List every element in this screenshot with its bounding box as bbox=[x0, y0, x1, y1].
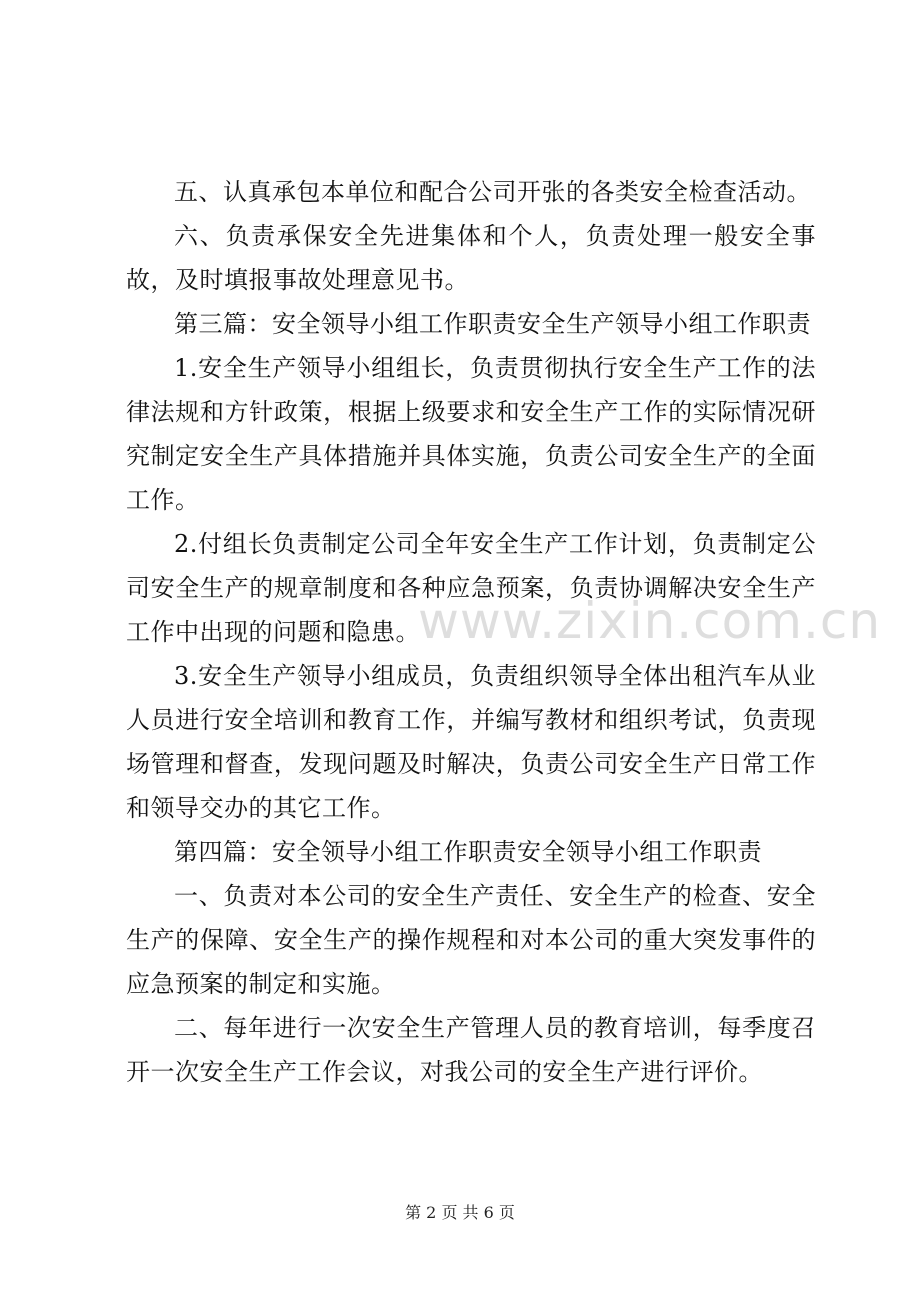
section-heading-part-3: 第三篇：安全领导小组工作职责安全生产领导小组工作职责 bbox=[174, 310, 811, 338]
paragraph-item-5: 五、认真承包本单位和配合公司开张的各类安全检查活动。 bbox=[174, 178, 811, 206]
watermark-text: www.zixin.com.cn bbox=[418, 592, 882, 650]
paragraph-item-2: 二、每年进行一次安全生产管理人员的教育培训，每季度召开一次安全生产工作会议，对我公司的安全生产进行评价。 bbox=[126, 1014, 816, 1086]
page-number-footer: 第 2 页 共 6 页 bbox=[405, 1203, 515, 1222]
paragraph-duty-1: 1.安全生产领导小组组长，负责贯彻执行安全生产工作的法律法规和方针政策，根据上级要求和安全生产工作的实际情况研究制定安全生产具体措施并具体实施，负责公司安全生产的全面工作。 bbox=[126, 354, 816, 514]
paragraph-item-1: 一、负责对本公司的安全生产责任、安全生产的检查、安全生产的保障、安全生产的操作规程和对本公司的重大突发事件的应急预案的制定和实施。 bbox=[126, 882, 816, 998]
document-body bbox=[126, 170, 816, 1094]
paragraph-duty-3: 3.安全生产领导小组成员，负责组织领导全体出租汽车从业人员进行安全培训和教育工作，并编写教材和组织考试，负责现场管理和督查，发现问题及时解决，负责公司安全生产日常工作和领导交办的其它工作。 bbox=[126, 662, 816, 822]
paragraph-item-6: 六、负责承保安全先进集体和个人，负责处理一般安全事故，及时填报事故处理意见书。 bbox=[126, 222, 816, 294]
paragraph-duty-2: 2.付组长负责制定公司全年安全生产工作计划，负责制定公司安全生产的规章制度和各种应急预案，负责协调解决安全生产工作中出现的问题和隐患。 bbox=[126, 530, 816, 646]
section-heading-part-4: 第四篇：安全领导小组工作职责安全领导小组工作职责 bbox=[174, 838, 762, 866]
